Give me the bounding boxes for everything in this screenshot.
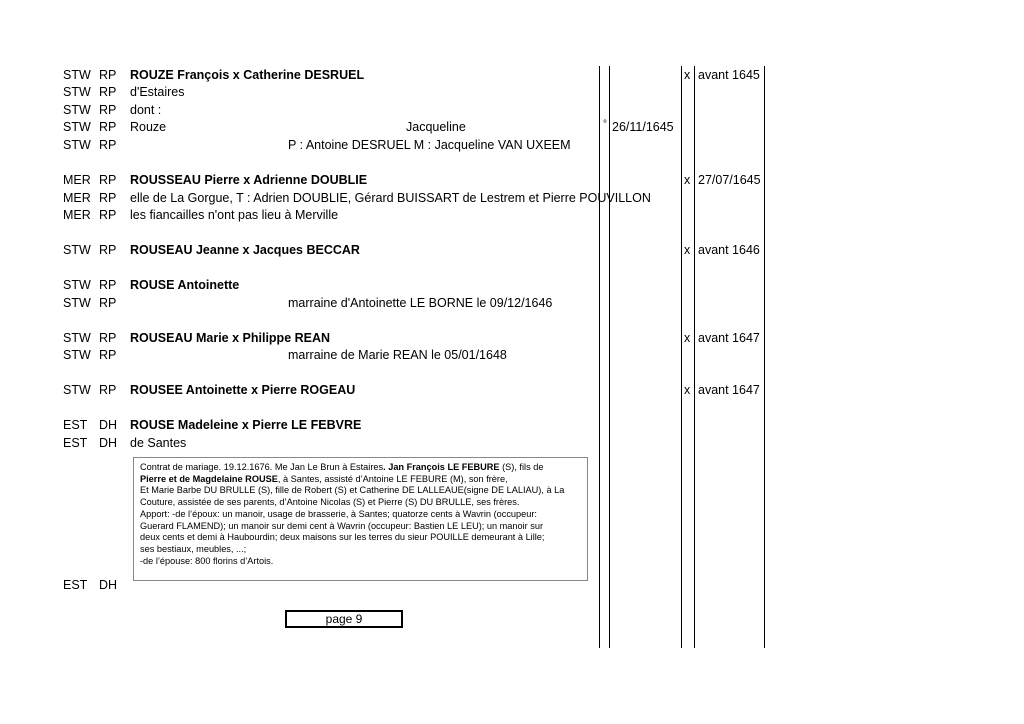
table-row — [0, 329, 1024, 347]
parish-code: MER — [63, 191, 91, 205]
entry-text: les fiancailles n'ont pas lieu à Merville — [130, 208, 339, 222]
entry-text: de Santes — [130, 436, 187, 450]
source-code: RP — [99, 208, 117, 222]
note-text: -de l’épouse: 800 florins d’Artois. — [140, 555, 274, 566]
source-code: RP — [99, 383, 117, 397]
note-text: ses bestiaux, meubles, ...; — [140, 543, 247, 554]
note-text: Contrat de mariage. 19.12.1676. Me Jan Le Brun à Estaires — [140, 462, 384, 472]
parish-code: STW — [63, 348, 91, 362]
parish-code: STW — [63, 243, 91, 257]
marriage-mark: x — [684, 173, 691, 187]
marriage-mark: x — [684, 68, 691, 82]
source-code: RP — [99, 243, 117, 257]
entry-title: ROUSEAU Jeanne x Jacques BECCAR — [130, 243, 360, 257]
note-text: deux cents et demi à Haubourdin; deux maisons sur les terres du sieur POUILLE demeurant à Lille; — [140, 532, 545, 543]
note-line — [140, 497, 587, 509]
source-code: DH — [99, 578, 118, 592]
parish-code: STW — [63, 138, 91, 152]
page-number-box: page 9 — [285, 610, 403, 628]
entry-title: ROUSE Antoinette — [130, 278, 240, 292]
entry-title: ROUSEE Antoinette x Pierre ROGEAU — [130, 383, 356, 397]
note-text-bold: LE FEBURE — [447, 462, 500, 472]
godparents: P : Antoine DESRUEL M : Jacqueline VAN UXEEM — [288, 138, 571, 152]
source-code: RP — [99, 68, 117, 82]
table-row — [0, 346, 1024, 364]
note-text: , à Santes, assisté d’Antoine LE FEBURE (M), son frère, — [277, 473, 508, 484]
table-row — [0, 416, 1024, 434]
table-row — [0, 83, 1024, 101]
parish-code: STW — [63, 120, 91, 134]
parish-code: STW — [63, 68, 91, 82]
source-code: RP — [99, 120, 117, 134]
event-date: avant 1647 — [698, 383, 760, 397]
table-row — [0, 171, 1024, 189]
source-code: RP — [99, 85, 117, 99]
table-row — [0, 381, 1024, 399]
table-row — [0, 576, 1024, 594]
table-row — [0, 189, 1024, 207]
entry-text: marraine de Marie REAN le 05/01/1648 — [288, 348, 507, 362]
note-line — [140, 544, 587, 556]
note-text-bold: . Jan François — [383, 462, 448, 472]
table-row — [0, 294, 1024, 312]
marriage-contract-note — [133, 457, 588, 581]
event-date: avant 1647 — [698, 331, 760, 345]
table-row — [0, 136, 1024, 154]
note-text: Apport: -de l’époux: un manoir, usage de brasserie, à Santes; quatorze cents à Wavrin (occupeur: — [140, 508, 537, 519]
table-row — [0, 118, 1024, 136]
event-date: 27/07/1645 — [698, 173, 761, 187]
parish-code: STW — [63, 383, 91, 397]
entry-text: Rouze — [130, 120, 167, 134]
parish-code: STW — [63, 85, 91, 99]
child-name: Jacqueline — [406, 120, 466, 134]
table-row — [0, 101, 1024, 119]
note-text: (S), fils de — [499, 462, 544, 472]
parish-code: MER — [63, 173, 91, 187]
table-row — [0, 66, 1024, 84]
event-date: avant 1645 — [698, 68, 760, 82]
entry-title: ROUSE Madeleine x Pierre LE FEBVRE — [130, 418, 362, 432]
note-line — [140, 532, 587, 544]
source-code: RP — [99, 103, 117, 117]
table-row — [0, 241, 1024, 259]
source-code: RP — [99, 173, 117, 187]
source-code: RP — [99, 348, 117, 362]
baptism-date: 26/11/1645 — [612, 120, 674, 134]
note-text-bold: Pierre et de Magdelaine ROUSE — [140, 473, 278, 484]
note-line — [140, 509, 587, 521]
note-line — [140, 462, 587, 474]
marriage-mark: x — [684, 331, 691, 345]
entry-title: ROUSEAU Marie x Philippe REAN — [130, 331, 331, 345]
note-line — [140, 485, 587, 497]
note-line — [140, 474, 587, 486]
parish-code: STW — [63, 296, 91, 310]
table-row — [0, 206, 1024, 224]
note-line — [140, 521, 587, 533]
parish-code: STW — [63, 331, 91, 345]
baptism-mark: ° — [603, 119, 607, 130]
entry-text: marraine d'Antoinette LE BORNE le 09/12/1646 — [288, 296, 553, 310]
source-code: RP — [99, 331, 117, 345]
source-code: DH — [99, 418, 118, 432]
entry-text: d'Estaires — [130, 85, 185, 99]
entry-title: ROUSSEAU Pierre x Adrienne DOUBLIE — [130, 173, 368, 187]
source-code: RP — [99, 278, 117, 292]
source-code: RP — [99, 191, 117, 205]
source-code: RP — [99, 296, 117, 310]
note-line — [140, 556, 587, 568]
source-code: RP — [99, 138, 117, 152]
table-row — [0, 276, 1024, 294]
table-row — [0, 434, 1024, 452]
entry-text: elle de La Gorgue, T : Adrien DOUBLIE, Gérard BUISSART de Lestrem et Pierre POUVILLON — [130, 191, 651, 205]
event-date: avant 1646 — [698, 243, 760, 257]
parish-code: STW — [63, 103, 91, 117]
entry-text: dont : — [130, 103, 162, 117]
parish-code: EST — [63, 418, 88, 432]
parish-code: EST — [63, 578, 88, 592]
parish-code: STW — [63, 278, 91, 292]
entry-title: ROUZE François x Catherine DESRUEL — [130, 68, 365, 82]
note-text: Couture, assistée de ses parents, d’Antoine Nicolas (S) et Pierre (S) DU BRULLE, ses frères. — [140, 497, 520, 508]
marriage-mark: x — [684, 243, 691, 257]
marriage-mark: x — [684, 383, 691, 397]
parish-code: EST — [63, 436, 88, 450]
note-text: Et Marie Barbe DU BRULLE (S), fille de Robert (S) et Catherine DE LALLEAUE(signe DE LALIAU), à La — [140, 485, 565, 496]
source-code: DH — [99, 436, 118, 450]
note-text: Guerard FLAMEND); un manoir sur demi cent à Wavrin (occupeur: Bastien LE LEU); un manoir sur — [140, 520, 544, 531]
parish-code: MER — [63, 208, 91, 222]
